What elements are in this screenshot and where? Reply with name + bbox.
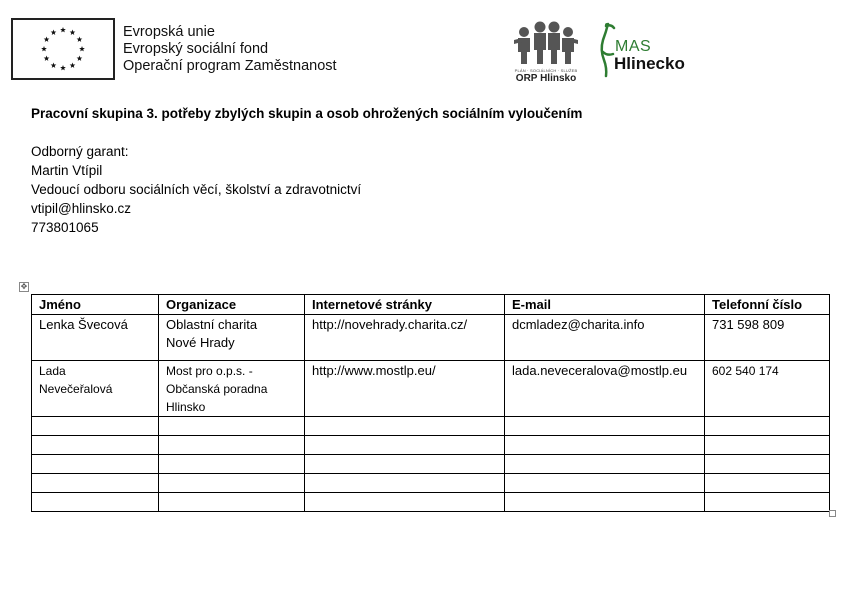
mas-logo-word: MAS: [615, 38, 652, 55]
empty-table-row: [32, 493, 830, 512]
email-link[interactable]: lada.neveceralova@mostlp.eu: [512, 363, 688, 378]
star-icon: [44, 56, 50, 61]
empty-cell[interactable]: [505, 436, 705, 455]
empty-cell[interactable]: [32, 493, 159, 512]
header-email: E-mail: [505, 295, 705, 315]
header-name: Jméno: [32, 295, 159, 315]
cell-phone[interactable]: [705, 361, 830, 417]
orp-name-text: ORP Hlinsko: [515, 73, 577, 84]
star-icon: [70, 62, 76, 67]
star-icon: [77, 37, 83, 42]
cell-name[interactable]: [32, 361, 159, 417]
orp-small-text: PLÁN · SOCIÁLNÍCH · SLUŽEB: [514, 68, 578, 73]
empty-cell[interactable]: [705, 436, 830, 455]
table-header-row: [32, 295, 830, 315]
empty-table-row: [32, 436, 830, 455]
name-line: Nevečeřalová: [39, 382, 113, 396]
empty-table-row: [32, 455, 830, 474]
star-icon: [51, 62, 57, 67]
phone-value: 602 540 174: [712, 364, 779, 378]
contacts-table: [31, 294, 830, 512]
empty-cell[interactable]: [705, 417, 830, 436]
table-resize-handle[interactable]: [829, 510, 836, 517]
name-line: Lada: [39, 364, 66, 378]
star-icon: [51, 30, 57, 35]
garant-phone: 773801065: [31, 220, 99, 235]
email-link[interactable]: dcmladez@charita.info: [512, 317, 645, 332]
star-icon: [70, 30, 76, 35]
empty-cell[interactable]: [705, 474, 830, 493]
eu-line-1: Evropská unie: [123, 24, 215, 40]
cell-organization[interactable]: [159, 361, 305, 417]
empty-cell[interactable]: [305, 474, 505, 493]
garant-label: Odborný garant:: [31, 144, 129, 159]
empty-cell[interactable]: [505, 417, 705, 436]
star-icon: [60, 27, 66, 32]
eu-flag-icon: [11, 18, 115, 80]
cell-organization[interactable]: [159, 315, 305, 361]
org-line: Most pro o.p.s. -: [166, 364, 253, 378]
org-line: Občanská poradna: [166, 382, 268, 396]
phone-value: 731 598 809: [712, 317, 785, 332]
star-icon: [44, 37, 50, 42]
move-cross-icon[interactable]: ✥: [20, 282, 28, 291]
org-line: Oblastní charita: [166, 317, 258, 332]
orp-logo-text: [512, 68, 580, 84]
garant-email[interactable]: vtipil@hlinsko.cz: [31, 201, 131, 216]
org-line: Nové Hrady: [166, 335, 235, 350]
cell-website[interactable]: [305, 361, 505, 417]
empty-cell[interactable]: [159, 493, 305, 512]
cell-website[interactable]: [305, 315, 505, 361]
empty-cell[interactable]: [159, 455, 305, 474]
cell-email[interactable]: [505, 315, 705, 361]
website-link[interactable]: http://novehrady.charita.cz/: [312, 317, 468, 332]
header-organization: Organizace: [159, 295, 305, 315]
website-link[interactable]: http://www.mostlp.eu/: [312, 363, 436, 378]
empty-table-row: [32, 474, 830, 493]
cell-email[interactable]: [505, 361, 705, 417]
empty-cell[interactable]: [159, 436, 305, 455]
eu-line-2: Evropský sociální fond: [123, 41, 269, 57]
garant-name: Martin Vtípil: [31, 163, 103, 178]
empty-cell[interactable]: [505, 493, 705, 512]
mas-logo-town: Hlinecko: [614, 54, 685, 73]
person-name: Lenka Švecová: [39, 317, 128, 332]
org-line: Hlinsko: [166, 400, 206, 414]
empty-cell[interactable]: [305, 417, 505, 436]
page-title: Pracovní skupina 3. potřeby zbylých skupin a osob ohrožených sociálním vyloučením: [31, 106, 583, 121]
empty-cell[interactable]: [32, 436, 159, 455]
empty-table-row: [32, 417, 830, 436]
empty-cell[interactable]: [505, 455, 705, 474]
empty-cell[interactable]: [305, 436, 505, 455]
star-icon: [77, 56, 83, 61]
cell-name[interactable]: [32, 315, 159, 361]
header-website: Internetové stránky: [305, 295, 505, 315]
garant-role: Vedoucí odboru sociálních věcí, školství a zdravotnictví: [31, 182, 362, 197]
star-icon: [60, 65, 66, 70]
empty-cell[interactable]: [705, 493, 830, 512]
eu-logo-text: [123, 24, 337, 75]
table-row: [32, 315, 830, 361]
empty-cell[interactable]: [159, 474, 305, 493]
empty-cell[interactable]: [159, 417, 305, 436]
empty-cell[interactable]: [305, 455, 505, 474]
star-icon: [41, 46, 47, 51]
cell-phone[interactable]: [705, 315, 830, 361]
empty-cell[interactable]: [32, 455, 159, 474]
header-phone: Telefonní číslo: [705, 295, 830, 315]
eu-line-3: Operační program Zaměstnanost: [123, 58, 337, 74]
table-row: [32, 361, 830, 417]
star-icon: [79, 46, 85, 51]
empty-cell[interactable]: [505, 474, 705, 493]
empty-cell[interactable]: [32, 417, 159, 436]
empty-cell[interactable]: [705, 455, 830, 474]
empty-cell[interactable]: [305, 493, 505, 512]
empty-cell[interactable]: [32, 474, 159, 493]
